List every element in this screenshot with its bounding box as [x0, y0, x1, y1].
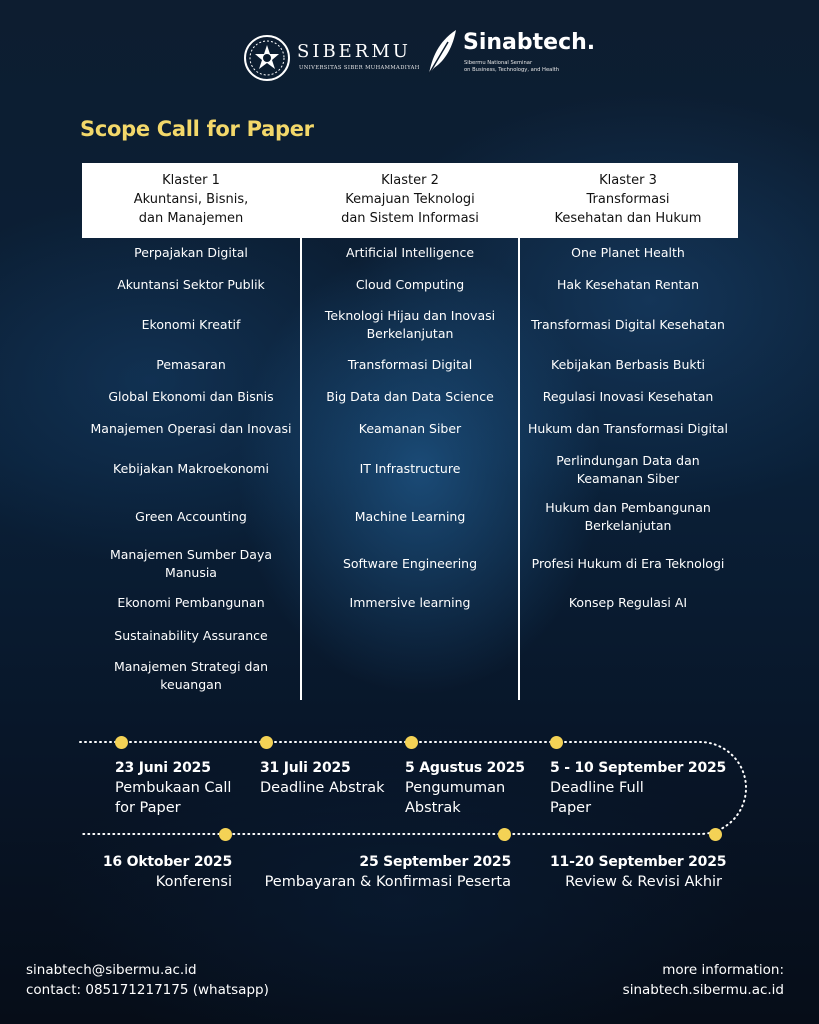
timeline-event: Review & Revisi Akhir: [565, 874, 722, 890]
timeline-date: 25 September 2025: [359, 854, 511, 870]
feather-icon: [426, 28, 458, 76]
topic-item: Ekonomi Kreatif: [141, 317, 241, 332]
sibermu-logo: [243, 34, 420, 82]
sibermu-seal-icon: [243, 34, 291, 82]
topic-item: IT Infrastructure: [359, 461, 461, 476]
timeline-dot: [550, 736, 563, 749]
cluster-3-title-line1: Transformasi: [586, 192, 670, 207]
topic-item: Hak Kesehatan Rentan: [557, 277, 699, 292]
topic-item: Manajemen Operasi dan Inovasi: [90, 421, 292, 436]
website-link[interactable]: sinabtech.sibermu.ac.id: [622, 982, 784, 998]
sinabtech-subtitle: [464, 60, 559, 74]
timeline-date: 5 - 10 September 2025: [550, 760, 727, 776]
topic-item: One Planet Health: [571, 245, 685, 260]
sibermu-name: SIBERMU: [297, 41, 411, 62]
topic-item: Keamanan Siber: [358, 421, 462, 436]
cluster-2-label: Klaster 2: [381, 173, 439, 188]
sinabtech-logo: [426, 28, 606, 80]
contact-block: [26, 960, 269, 1000]
cluster-1-title-line1: Akuntansi, Bisnis,: [133, 192, 249, 207]
cluster-3-header: [519, 171, 737, 228]
sinabtech-subtitle-line1: Sibermu National Seminar: [464, 60, 533, 66]
topic-item: Pemasaran: [156, 357, 226, 372]
timeline-event: Pembukaan Call for Paper: [115, 780, 232, 816]
timeline-event: Konferensi: [155, 874, 232, 890]
cluster-1-header: [82, 171, 300, 228]
topic-item: Konsep Regulasi AI: [568, 595, 688, 610]
timeline-dot: [260, 736, 273, 749]
sinabtech-name: Sinabtech.: [463, 30, 596, 55]
timeline-dot: [405, 736, 418, 749]
topic-item: Perpajakan Digital: [134, 245, 248, 260]
cluster-2-title-line1: Kemajuan Teknologi: [345, 192, 475, 207]
timeline-dot: [219, 828, 232, 841]
topic-item: Artificial Intelligence: [345, 245, 475, 260]
cluster-1-title-line2: dan Manajemen: [138, 211, 244, 226]
topic-item: Kebijakan Makroekonomi: [113, 461, 269, 476]
topic-item: Hukum dan Pembangunan Berkelanjutan: [545, 500, 711, 533]
timeline-date: 23 Juni 2025: [115, 760, 211, 776]
scope-title: Scope Call for Paper: [80, 117, 314, 141]
more-info-block: [560, 960, 784, 1000]
topic-item: Machine Learning: [354, 509, 466, 524]
topic-item: Cloud Computing: [355, 277, 465, 292]
timeline-dot: [115, 736, 128, 749]
more-info-label: more information:: [662, 962, 784, 978]
timeline-date: 16 Oktober 2025: [102, 854, 232, 870]
timeline-dot: [498, 828, 511, 841]
cluster-3-label: Klaster 3: [599, 173, 657, 188]
topic-item: Ekonomi Pembangunan: [117, 595, 265, 610]
sinabtech-subtitle-line2: on Business, Technology, and Health: [464, 67, 560, 73]
timeline-date: 11-20 September 2025: [550, 854, 727, 870]
topic-item: Profesi Hukum di Era Teknologi: [531, 556, 725, 571]
timeline-event: Pengumuman Abstrak: [405, 780, 506, 816]
topic-item: Sustainability Assurance: [114, 628, 268, 643]
topic-item: Kebijakan Berbasis Bukti: [551, 357, 705, 372]
topic-item: Perlindungan Data dan Keamanan Siber: [556, 453, 700, 486]
topic-item: Akuntansi Sektor Publik: [117, 277, 265, 292]
topic-item: Software Engineering: [342, 556, 478, 571]
email-link[interactable]: sinabtech@sibermu.ac.id: [26, 962, 197, 978]
topic-item: Hukum dan Transformasi Digital: [527, 421, 729, 436]
timeline-date: 31 Juli 2025: [260, 760, 351, 776]
topic-item: Immersive learning: [349, 595, 471, 610]
timeline-event: Deadline Abstrak: [260, 780, 385, 796]
topic-item: Teknologi Hijau dan Inovasi Berkelanjutan: [324, 308, 496, 341]
column-divider: [300, 238, 302, 700]
timeline-dot: [709, 828, 722, 841]
topic-item: Manajemen Sumber Daya Manusia: [109, 547, 273, 580]
cluster-table-header: [82, 163, 738, 238]
topic-item: Transformasi Digital: [347, 357, 473, 372]
whatsapp-contact[interactable]: contact: 085171217175 (whatsapp): [26, 982, 269, 998]
sibermu-subtitle: UNIVERSITAS SIBER MUHAMMADIYAH: [299, 65, 420, 71]
topic-item: Manajemen Strategi dan keuangan: [113, 659, 269, 692]
topic-item: Big Data dan Data Science: [326, 389, 494, 404]
cluster-1-label: Klaster 1: [162, 173, 220, 188]
column-divider: [518, 238, 520, 700]
topic-item: Transformasi Digital Kesehatan: [531, 317, 725, 332]
cluster-2-title-line2: dan Sistem Informasi: [341, 211, 479, 226]
topic-item: Regulasi Inovasi Kesehatan: [542, 389, 714, 404]
timeline-date: 5 Agustus 2025: [405, 760, 525, 776]
topic-item: Global Ekonomi dan Bisnis: [108, 389, 274, 404]
cluster-3-title-line2: Kesehatan dan Hukum: [554, 211, 702, 226]
topic-item: Green Accounting: [135, 509, 247, 524]
timeline-event: Pembayaran & Konfirmasi Peserta: [264, 874, 511, 890]
cluster-2-header: [301, 171, 519, 228]
timeline-event: Deadline Full Paper: [550, 780, 644, 816]
